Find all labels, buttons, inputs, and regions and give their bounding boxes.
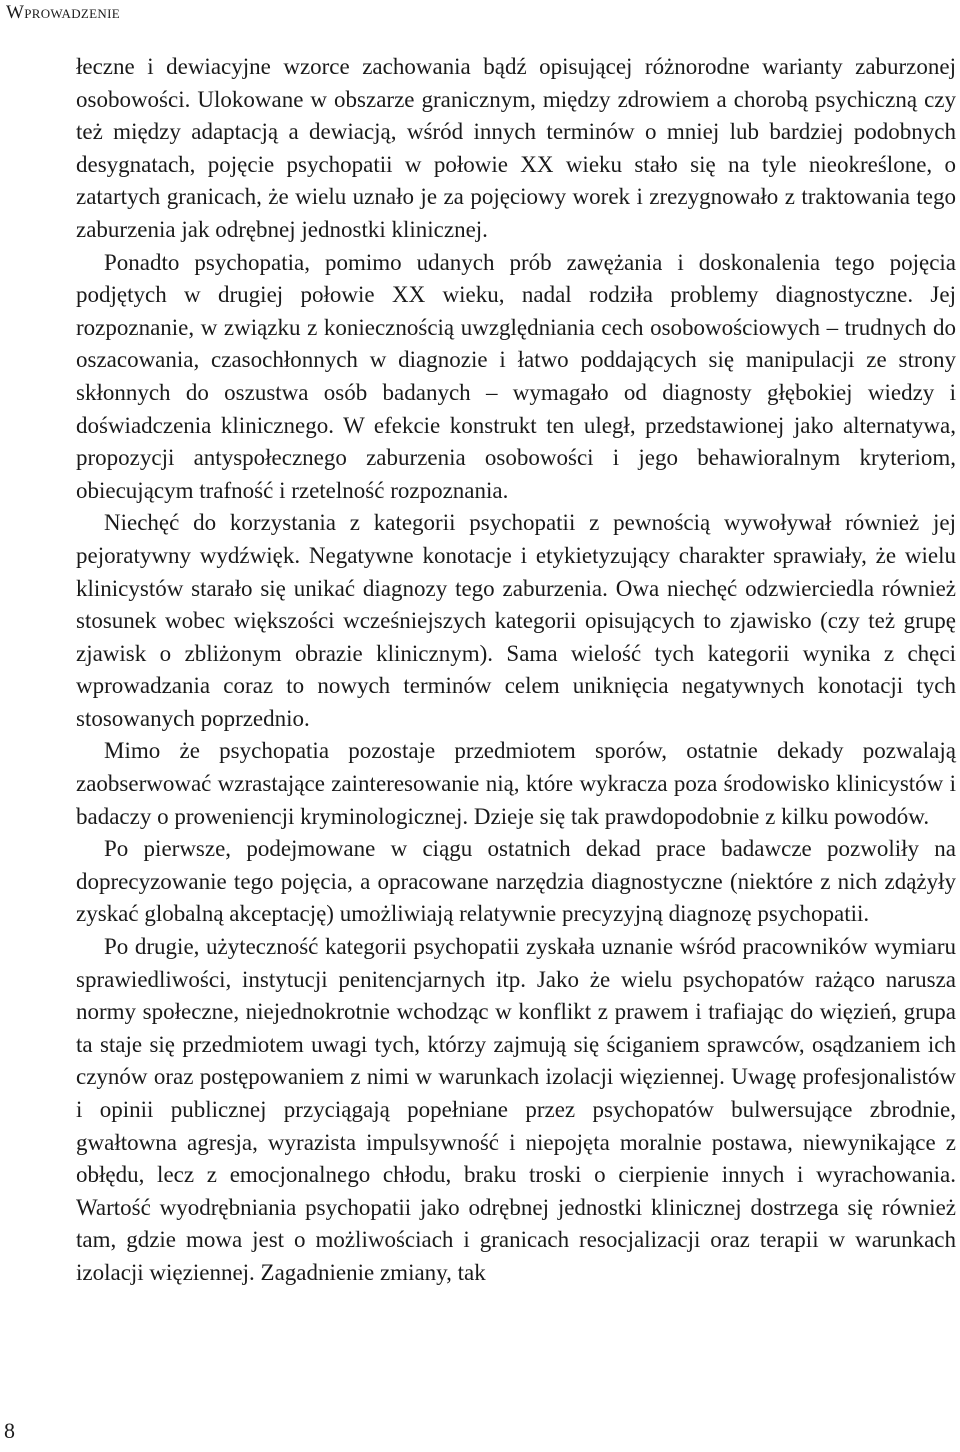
running-head: Wprowadzenie: [6, 2, 120, 23]
paragraph: Niechęć do korzystania z kategorii psychopatii z pewnością wywoływał również jej pejoratywny wydźwięk. Negatywne konotacje i etykietyzujący charakter sprawiały, że wielu klinicystów starało się unikać diagnozy tego zaburzenia. Owa niechęć odzwierciedla również stosunek wobec większości wcześniejszych kategorii opisujących to zjawisko (czy też grupę zjawisk o zbliżonym obrazie klinicznym). Sama wielość tych kategorii wynika z chęci wprowadzania coraz to nowych terminów celem uniknięcia negatywnych konotacji tych stosowanych poprzednio.: [76, 510, 956, 731]
paragraph: Ponadto psychopatia, pomimo udanych prób zawężania i doskonalenia tego pojęcia podjętych w drugiej połowie XX wieku, nadal rodziła problemy diagnostyczne. Jej rozpoznanie, w związku z koniecznością uwzględniania cech osobowościowych – trudnych do oszacowania, czasochłonnych w diagnozie i łatwo poddających się manipulacji ze strony skłonnych do oszustwa osób badanych – wymagało od diagnosty głębokiej wiedzy i doświadczenia klinicznego. W efekcie konstrukt ten uległ, przedstawionej jako alternatywa, propozycji antyspołecznego zaburzenia osobowości i jego behawioralnym kryteriom, obiecującym trafność i rzetelność rozpoznania.: [76, 249, 956, 503]
body-text: [76, 51, 956, 1290]
paragraph-continued: łeczne i dewiacyjne wzorce zachowania bądź opisującej różnorodne warianty zaburzonej osobowości. Ulokowane w obszarze granicznym, między zdrowiem a chorobą psychiczną czy też między adaptacją a dewiacją, wśród innych terminów o mniej lub bardziej podobnych desygnatach, pojęcie psychopatii w połowie XX wieku stało się na tyle nieokreślone, o zatartych granicach, że wielu uznało je za pojęciowy worek i zrezygnowało z traktowania tego zaburzenia jak odrębnej jednostki klinicznej.: [76, 54, 956, 242]
paragraph: Po pierwsze, podejmowane w ciągu ostatnich dekad prace badawcze pozwoliły na doprecyzowanie tego pojęcia, a opracowane narzędzia diagnostyczne (niektóre z nich zdążyły zyskać globalną akceptację) umożliwiają relatywnie precyzyjną diagnozę psychopatii.: [76, 836, 956, 927]
paragraph: Mimo że psychopatia pozostaje przedmiotem sporów, ostatnie dekady pozwalają zaobserwować wzrastające zainteresowanie nią, które wykracza poza środowisko klinicystów i badaczy o proweniencji kryminologicznej. Dzieje się tak prawdopodobnie z kilku powodów.: [76, 738, 956, 829]
paragraph: Po drugie, użyteczność kategorii psychopatii zyskała uznanie wśród pracowników wymiaru sprawiedliwości, instytucji penitencjarnych itp. Jako że wielu psychopatów rażąco narusza normy społeczne, niejednokrotnie wchodząc w konflikt z prawem i trafiając do więzień, grupa ta staje się przedmiotem uwagi tych, którzy zajmują się ściganiem sprawców, osądzaniem ich czynów oraz postępowaniem z nimi w warunkach izolacji więziennej. Uwagę profesjonalistów i opinii publicznej przyciągają popełniane przez psychopatów bulwersujące zbrodnie, gwałtowna agresja, wyrazista impulsywność i niepojęta moralnie postawa, niewynikające z obłędu, lecz z emocjonalnego chłodu, braku troski o cierpienie innych i wyrachowania. Wartość wyodrębniania psychopatii jako odrębnej jednostki klinicznej dostrzega się również tam, gdzie mowa jest o możliwościach i granicach resocjalizacji oraz terapii w warunkach izolacji więziennej. Zagadnienie zmiany, tak: [76, 934, 956, 1285]
page-number: 8: [4, 1418, 15, 1443]
